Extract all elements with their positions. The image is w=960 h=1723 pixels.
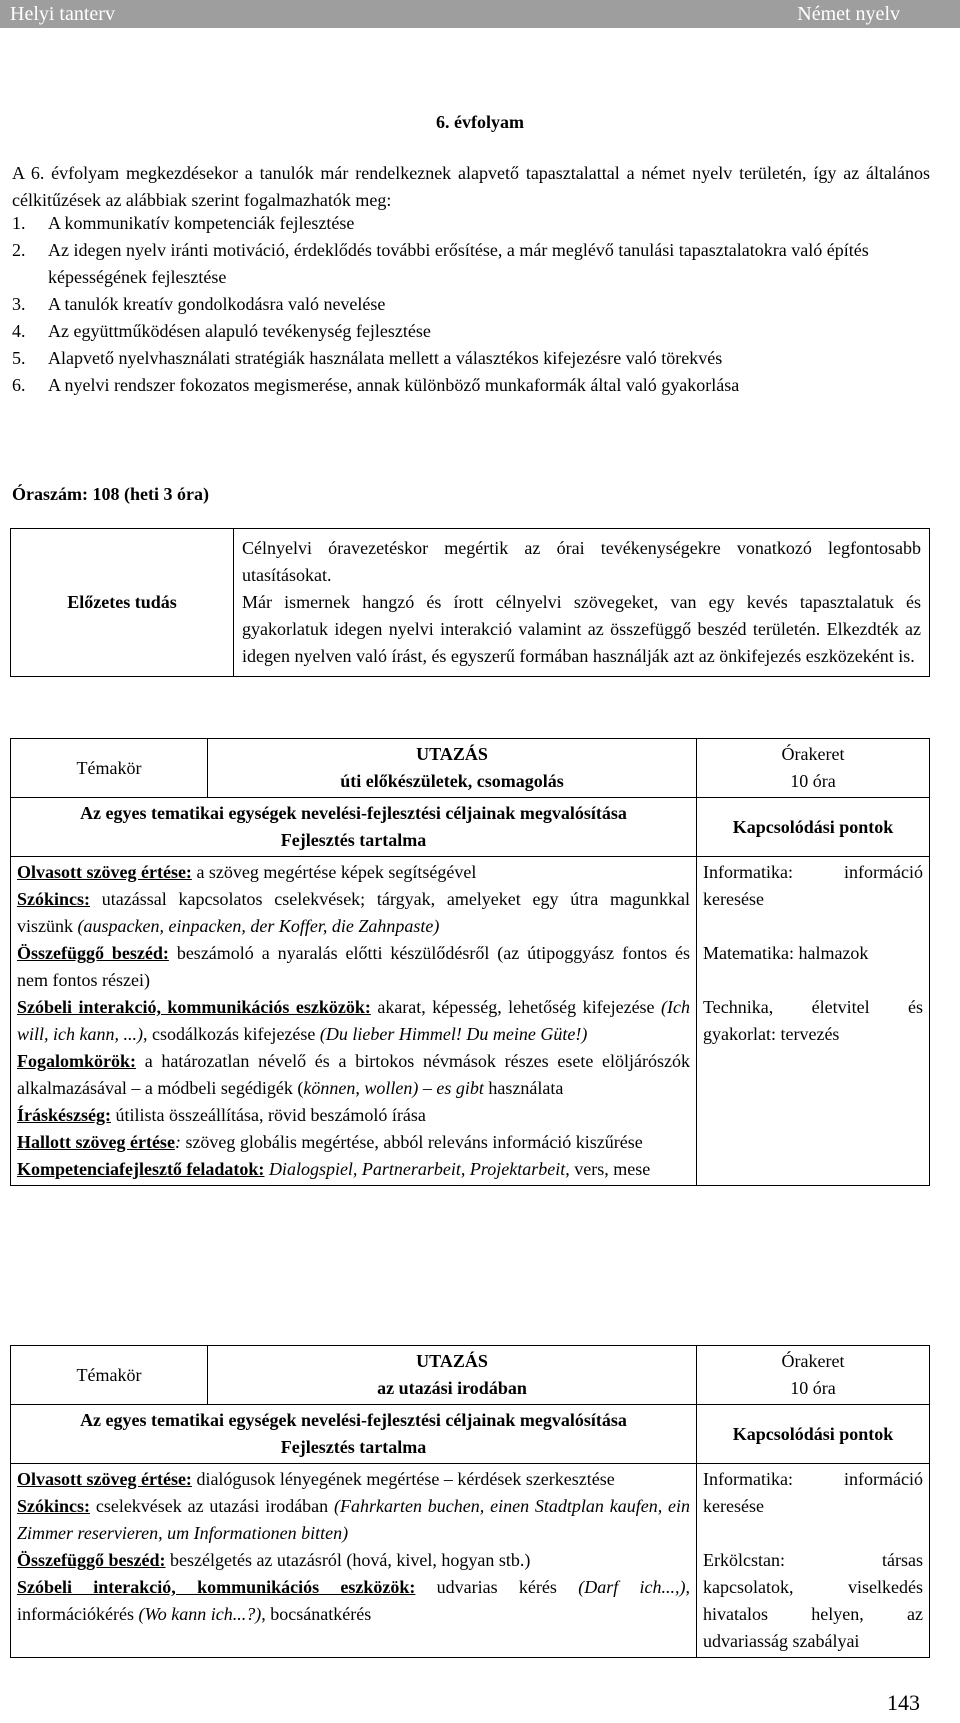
- content-item: Olvasott szöveg értése: dialógusok lényegének megértése – kérdések szerkesztése: [17, 1469, 615, 1489]
- prior-knowledge-label: Előzetes tudás: [11, 529, 234, 677]
- development-content-heading: Fejlesztés tartalma: [280, 830, 427, 850]
- goal-heading-cell: [11, 798, 697, 857]
- topic-label: Témakör: [11, 1346, 208, 1405]
- connections-list: [697, 1464, 930, 1658]
- content-item: Kompetenciafejlesztő feladatok: Dialogspiel, Partnerarbeit, Projektarbeit, vers, mese: [17, 1159, 651, 1179]
- connection-item: Informatika: információ keresése: [703, 862, 923, 909]
- content-item: Olvasott szöveg értése: a szöveg megértése képek segítségével: [17, 862, 477, 882]
- goal-heading-cell: [11, 1405, 697, 1464]
- hours-label: Órakeret: [781, 1351, 845, 1371]
- prior-knowledge-content: [234, 529, 930, 677]
- content-item: Íráskészség: útilista összeállítása, rövid beszámoló írása: [17, 1105, 426, 1125]
- content-item: Szóbeli interakció, kommunikációs eszközök: akarat, képesség, lehetőség kifejezése (Ich will, ich kann, ...), csodálkozás kifejezése (Du lieber Himmel! Du meine Güte!): [17, 997, 690, 1044]
- goal-item: 1. A kommunikatív kompetenciák fejlesztése: [12, 213, 355, 233]
- content-item: Szókincs: utazással kapcsolatos cselekvések; tárgyak, amelyeket egy útra magunkkal viszünk (auspacken, einpacken, der Koffer, die Zahnpaste): [17, 889, 690, 936]
- hours-cell: [697, 739, 930, 798]
- content-item: Szóbeli interakció, kommunikációs eszközök: udvarias kérés (Darf ich...,), információkérés (Wo kann ich...?), bocsánatkérés: [17, 1577, 690, 1624]
- topic-label: Témakör: [11, 739, 208, 798]
- hours-heading: Óraszám: 108 (heti 3 óra): [12, 484, 209, 504]
- goal-item: 2. Az idegen nyelv iránti motiváció, érdeklődés további erősítése, a már meglévő tanulási tapasztalatokra való építés képességének fejlesztése: [12, 240, 869, 287]
- content-item: Összefüggő beszéd: beszélgetés az utazásról (hová, kivel, hogyan stb.): [17, 1550, 531, 1570]
- content-item: Hallott szöveg értése: szöveg globális megértése, abból releváns információ kiszűrése: [17, 1132, 643, 1152]
- connections-heading: Kapcsolódási pontok: [697, 798, 930, 857]
- hours-cell: [697, 1346, 930, 1405]
- development-content-heading: Fejlesztés tartalma: [280, 1437, 427, 1457]
- topic-title: UTAZÁS: [416, 744, 488, 764]
- hours-value: 10 óra: [790, 1378, 836, 1398]
- goal-heading: Az egyes tematikai egységek nevelési-fejlesztési céljainak megvalósítása: [80, 1410, 627, 1430]
- hours-value: 10 óra: [790, 771, 836, 791]
- goals-list: [12, 210, 932, 399]
- header-right-title: Német nyelv: [797, 3, 900, 25]
- development-content: [11, 857, 697, 1186]
- prior-knowledge-p1: Célnyelvi óravezetéskor megértik az órai tevékenységekre vonatkozó legfontosabb utasításokat.: [242, 538, 921, 585]
- connection-item: Matematika: halmazok: [703, 943, 869, 963]
- page-header: [0, 0, 960, 28]
- topic-table-1: [10, 738, 930, 1186]
- content-item: Szókincs: cselekvések az utazási irodában (Fahrkarten buchen, einen Stadtplan kaufen, ein Zimmer reservieren, um Informationen bitten): [17, 1496, 690, 1543]
- topic-title-cell: [208, 739, 697, 798]
- header-left-title: Helyi tanterv: [10, 3, 115, 25]
- topic-title-cell: [208, 1346, 697, 1405]
- hours-label: Órakeret: [781, 744, 845, 764]
- intro-paragraph: A 6. évfolyam megkezdésekor a tanulók már rendelkeznek alapvető tapasztalattal a német nyelv területén, így az általános célkitűzések az alábbiak szerint fogalmazhatók meg:: [12, 163, 930, 210]
- topic-subtitle: az utazási irodában: [377, 1378, 527, 1398]
- topic-title: UTAZÁS: [416, 1351, 488, 1371]
- connections-list: [697, 857, 930, 1186]
- connection-item: Erkölcstan: társas kapcsolatok, viselkedés hivatalos helyen, az udvariasság szabályai: [703, 1550, 923, 1651]
- goal-heading: Az egyes tematikai egységek nevelési-fejlesztési céljainak megvalósítása: [80, 803, 627, 823]
- connection-item: Informatika: információ keresése: [703, 1469, 923, 1516]
- goal-item: 6. A nyelvi rendszer fokozatos megismerése, annak különböző munkaformák által való gyakorlása: [12, 375, 740, 395]
- prior-knowledge-p2: Már ismernek hangzó és írott célnyelvi szövegeket, van egy kevés tapasztalatuk és gyakorlatuk idegen nyelvi interakció valamint az összefüggő beszéd területén. Elkezdték az idegen nyelven való írást, és egyszerű formában használják azt az önkifejezés eszközeként is.: [242, 592, 921, 666]
- goal-item: 5. Alapvető nyelvhasználati stratégiák használata mellett a választékos kifejezésre való törekvés: [12, 348, 723, 368]
- connections-heading: Kapcsolódási pontok: [697, 1405, 930, 1464]
- topic-subtitle: úti előkészületek, csomagolás: [340, 771, 564, 791]
- page-number: 143: [887, 1690, 920, 1715]
- prior-knowledge-table: [10, 528, 930, 677]
- goal-item: 3. A tanulók kreatív gondolkodásra való nevelése: [12, 294, 386, 314]
- content-item: Összefüggő beszéd: beszámoló a nyaralás előtti készülődésről (az útipoggyász fontos és nem fontos részei): [17, 943, 690, 990]
- topic-table-2: [10, 1345, 930, 1658]
- content-item: Fogalomkörök: a határozatlan névelő és a birtokos névmások részes esete elöljárószók alkalmazásával – a módbeli segédigék (können, wollen) – es gibt használata: [17, 1051, 690, 1098]
- connection-item: Technika, életvitel és gyakorlat: tervezés: [703, 997, 923, 1044]
- grade-title: 6. évfolyam: [436, 112, 524, 132]
- goal-item: 4. Az együttműködésen alapuló tevékenység fejlesztése: [12, 321, 431, 341]
- development-content: [11, 1464, 697, 1658]
